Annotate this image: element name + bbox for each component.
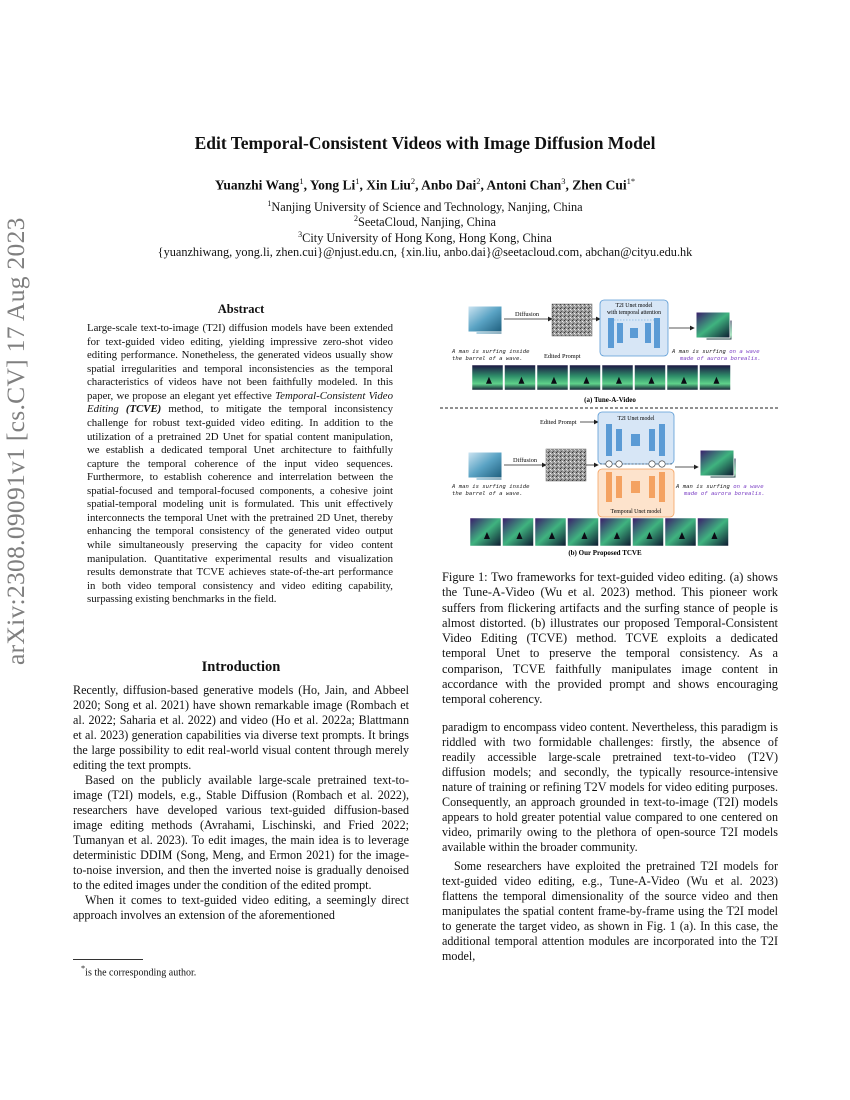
video-frame-image: [503, 518, 534, 546]
paragraph: Some researchers have exploited the pretrained T2I models for text-guided video editing, e.g., Tune-A-Video (Wu et al. 2023) flattens the temporal dimensionality of the source video and then manipulates the spatial content frame-by-frame using the T2I model to generate the target video, as shown in Fig. 1 (a). In this case, the additional temporal attention modules are incorporated into the T2I model,: [442, 859, 778, 963]
svg-text:made of aurora borealis.: made of aurora borealis.: [684, 491, 765, 497]
panel-b-label: (b) Our Proposed TCVE: [568, 549, 642, 557]
svg-text:the barrel of a wave.: the barrel of a wave.: [452, 491, 523, 497]
author-list: Yuanzhi Wang$^1$, Yong Li$^1$, Xin Liu$^2$, Anbo Dai$^2$, Antoni Chan$^3$, Zhen Cui$^{1*}$: [214, 176, 636, 193]
paper-title: Edit Temporal-Consistent Videos with Image Diffusion Model: [194, 133, 656, 153]
noise-latent-image: [546, 449, 586, 481]
source-prompt-text: A man is surfing inside: [452, 349, 530, 355]
paragraph: Based on the publicly available large-scale pretrained text-to-image (T2I) models, e.g., Stable Diffusion (Rombach et al. 2022), researchers have developed various text-guided diffusion-based image editing methods (Avrahami, Lischinski, and Fried 2022; Tumanyan et al. 2023). To edit images, the main idea is to leverage deterministic DDIM (Song, Meng, and Ermon 2021) for the image-to-noise inversion, and then the inverted noise is gradually denoised to the edited images under the condition of the edited prompt.: [73, 773, 409, 892]
panel-b-source-video-icon: [468, 452, 502, 480]
abstract-body: Large-scale text-to-image (T2I) diffusion models have been extended for text-guided video editing, yielding impressive zero-shot video editing performance. Nonetheless, the generated videos usually show spatial irregularities and temporal inconsistencies as the temporal characteristics of videos have not been faithfully modeled. In this paper, we propose an elegant yet effective Temporal-Consistent Video Editing (TCVE) method, to mitigate the temporal inconsistency challenge for robust text-guided video editing. In addition to the utilization of a pretrained 2D Unet for spatial content manipulation, we establish a dedicated temporal Unet architecture to faithfully capture the temporal coherence of the input video sequences. Furthermore, to establish coherence and interrelation between the spatial-focused and temporal-focused components, a cohesive joint spatial-temporal modeling unit is formulated. This unit effectively interconnects the temporal Unet with the pretrained 2D Unet, thereby enhancing the temporal consistency of the generated video output while simultaneously preserving the capacity for video content manipulation. Quantitative experimental results and visualization results demonstrate that TCVE achieves state-of-the-art performance in both video temporal consistency and video editing capability, surpassing existing benchmarks in the field.: [87, 322, 393, 606]
author-emails: {yuanzhiwang, yong.li, zhen.cui}@njust.edu.cn, {xin.liu, anbo.dai}@seetacloud.com, abchan@cityu.edu.hk: [157, 245, 693, 259]
author: Yong Li: [309, 177, 356, 193]
video-frame-image: [568, 518, 599, 546]
footnote-rule: [73, 959, 143, 960]
target-prompt-text: A man is surfing on a wave: [672, 349, 760, 355]
panel-a-label: (a) Tune-A-Video: [584, 396, 636, 404]
arxiv-identifier: arXiv:2308.09091v1 [cs.CV] 17 Aug 2023: [1, 217, 30, 665]
figure-1-caption: Figure 1: Two frameworks for text-guided video editing. (a) shows the Tune-A-Video (Wu et al. 2023) method. This pioneer work suffers from flickering artifacts and the surfing stance of people is almost distorted. (b) illustrates our proposed Temporal-Consistent Video Editing (TCVE) method. TCVE exploits a dedicated temporal Unet to preserve the temporal consistency. As a comparison, TCVE faithfully manipulates image content in accordance with the provided prompt and shows encouraging temporal coherency.: [442, 570, 778, 707]
panel-a-output-frames: [472, 365, 731, 390]
author: Antoni Chan: [486, 177, 562, 193]
video-frame-image: [505, 365, 536, 390]
edited-prompt-label: Edited Prompt: [544, 353, 581, 360]
affiliation: $^2$SeetaCloud, Nanjing, China: [354, 214, 496, 230]
paragraph: Recently, diffusion-based generative models (Ho, Jain, and Abbeel 2020; Song et al. 2021) have shown remarkable image (Rombach et al. 2022; Saharia et al. 2022) and video (Ho et al. 2022a; Blattmann et al. 2023) generation capabilities via diverse text prompts. It brings the large possibility to edit real-world visual content through merely editing the text prompts.: [73, 683, 409, 772]
svg-text:Temporal Unet model: Temporal Unet model: [610, 509, 662, 515]
author: Yuanzhi Wang: [214, 177, 300, 193]
svg-text:T2I Unet model: T2I Unet model: [617, 416, 655, 422]
temporal-unet-block: [598, 469, 674, 517]
svg-text:made of aurora borealis.: made of aurora borealis.: [680, 356, 761, 362]
video-frame-image: [470, 518, 501, 546]
noise-latent-image: [552, 304, 592, 336]
panel-b-output-frames: [470, 518, 729, 546]
right-column-body: [442, 720, 778, 964]
introduction-body: [73, 683, 409, 923]
diffusion-label: Diffusion: [513, 457, 538, 464]
svg-text:with temporal attention: with temporal attention: [606, 310, 662, 316]
target-prompt-text: A man is surfing on a wave: [676, 484, 764, 490]
footnote: *is the corresponding author.: [81, 964, 197, 979]
panel-a-source-video-icon: [468, 306, 502, 334]
affiliation: $^1$Nanjing University of Science and Technology, Nanjing, China: [267, 199, 583, 215]
t2i-unet-block: [598, 412, 674, 464]
video-frame-image: [635, 365, 666, 390]
video-frame-image: [537, 365, 568, 390]
introduction-heading: Introduction: [201, 659, 281, 675]
panel-a-edited-video-icon: [696, 312, 732, 340]
paragraph: paradigm to encompass video content. Nevertheless, this paradigm is riddled with two formidable challenges: firstly, the absence of readily accessible large-scale pretrained text-to-video (T2V) diffusion models; and secondly, the typically resource-intensive nature of training or refining T2V models for video editing purposes. Consequently, an approach grounded in text-to-image (T2I) models appears to hold greater potential value compared to one centered on video, primarily owing to the plethora of open-source T2I models available within the broader community.: [442, 720, 778, 854]
panel-b-edited-video-icon: [700, 450, 736, 478]
video-frame-image: [667, 365, 698, 390]
paragraph: When it comes to text-guided video editing, a seemingly direct approach involves an extension of the aforementioned: [73, 893, 409, 922]
author: Zhen Cui: [572, 177, 627, 193]
video-frame-image: [600, 518, 631, 546]
video-frame-image: [665, 518, 696, 546]
video-frame-image: [700, 365, 731, 390]
author: Xin Liu: [366, 177, 411, 193]
edited-prompt-label: Edited Prompt: [540, 419, 577, 426]
affiliation: $^3$City University of Hong Kong, Hong Kong, China: [298, 230, 552, 246]
video-frame-image: [698, 518, 729, 546]
t2i-unet-temporal-attention-block: [600, 300, 668, 356]
author: Anbo Dai: [421, 177, 477, 193]
source-prompt-text: A man is surfing inside: [452, 484, 530, 490]
abstract-heading: Abstract: [217, 302, 265, 316]
svg-text:T2I Unet model: T2I Unet model: [615, 303, 653, 309]
video-frame-image: [535, 518, 566, 546]
video-frame-image: [472, 365, 503, 390]
svg-text:the barrel of a wave.: the barrel of a wave.: [452, 356, 523, 362]
method-abbr: (TCVE): [125, 403, 162, 416]
diffusion-label: Diffusion: [515, 311, 540, 318]
video-frame-image: [633, 518, 664, 546]
video-frame-image: [602, 365, 633, 390]
method-name: Temporal-Consistent Video Editing: [87, 389, 393, 416]
figure-1: [440, 292, 780, 564]
video-frame-image: [570, 365, 601, 390]
